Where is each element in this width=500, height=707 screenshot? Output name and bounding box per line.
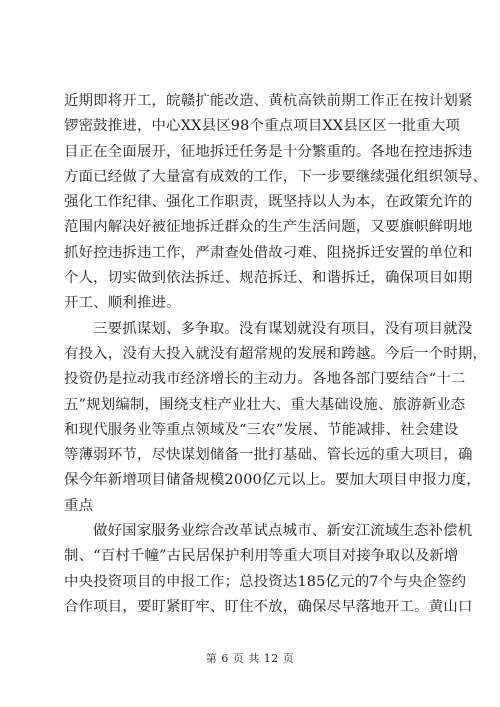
page-number-footer: 第 6 页 共 12 页 — [205, 652, 295, 665]
text-line: 抓好控违拆违工作，严肃查处借故刁难、阻挠拆迁安置的单位和 — [64, 244, 473, 261]
text-line: 和现代服务业等重点领域及“三农”发展、节能减排、社会建设 — [64, 421, 459, 438]
text-line: 锣密鼓推进，中心XX县区98个重点项目XX县区区一批重大项 — [64, 118, 461, 135]
text-line: 重点 — [64, 497, 94, 514]
text-line: 有投入，没有大投入就没有超常规的发展和跨越。今后一个时期， — [64, 345, 488, 362]
body-text — [64, 89, 488, 620]
text-line: 三要抓谋划、多争取。没有谋划就没有项目，没有项目就没 — [93, 320, 473, 337]
text-line: 做好国家服务业综合改革试点城市、新安江流域生态补偿机 — [93, 523, 473, 540]
text-line: 强化工作纪律、强化工作职责，既坚持以人为本，在政策允许的 — [64, 194, 473, 211]
text-line: 制、“百村千幢”古民居保护利用等重大项目对接争取以及新增 — [64, 548, 459, 565]
text-line: 合作项目，要盯紧盯牢、盯住不放，确保尽早落地开工。黄山口 — [64, 598, 473, 615]
text-line: 个人，切实做到依法拆迁、规范拆迁、和谐拆迁，确保项目如期 — [64, 270, 473, 287]
text-line: 中央投资项目的申报工作；总投资达185亿元的7个与央企签约 — [64, 573, 467, 590]
text-line: 近期即将开工，皖赣扩能改造、黄杭高铁前期工作正在按计划紧 — [64, 93, 473, 109]
text-line: 开工、顺利推进。 — [64, 295, 181, 312]
paragraph-2 — [64, 317, 488, 519]
paragraph-3 — [64, 519, 473, 620]
text-line: 五”规划编制，围绕支柱产业壮大、重大基础设施、旅游新业态 — [64, 396, 466, 413]
text-line: 方面已经做了大量富有成效的工作，下一步要继续强化组织领导、 — [64, 168, 488, 185]
text-line: 保今年新增项目储备规模2000亿元以上。要加大项目申报力度， — [64, 472, 481, 489]
text-line: 范围内解决好被征地拆迁群众的生产生活问题，又要旗帜鲜明地 — [64, 219, 473, 236]
paragraph-1 — [64, 89, 488, 317]
text-line: 等薄弱环节，尽快谋划储备一批打基础、管长远的重大项目，确 — [64, 447, 473, 464]
text-line: 投资仍是拉动我市经济增长的主动力。各地各部门要结合“十二 — [64, 371, 466, 388]
text-line: 目正在全面展开，征地拆迁任务是十分繁重的。各地在控违拆违 — [64, 143, 473, 160]
